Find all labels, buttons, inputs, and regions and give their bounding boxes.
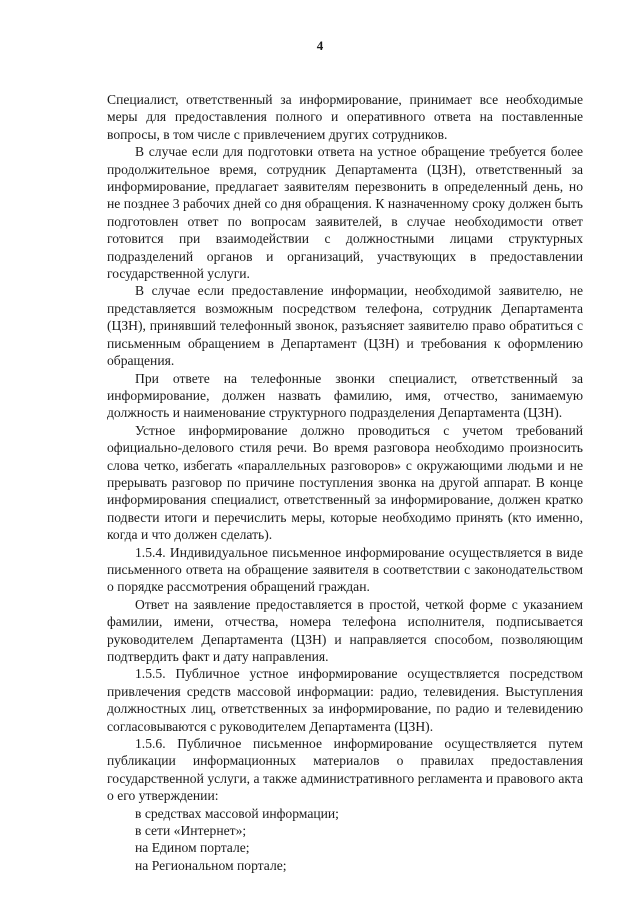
list-item: на Региональном портале; bbox=[135, 857, 287, 873]
list-item: в сети «Интернет»; bbox=[135, 823, 247, 839]
page-number: 4 bbox=[316, 38, 324, 53]
paragraph: В случае если для подготовки ответа на устное обращение требуется более продолжительное время, сотрудник Департамента (ЦЗН), ответственный за информирование, предлагает заявителям перезвонить в определенный день, но не позднее 3 рабочих дней со дня обращения. К назначенному сроку должен быть подготовлен ответ по вопросам заявителей, в случае необходимости ответ готовится при взаимодействии с должностными лицами структурных подразделений органов и организаций, участвующих в предоставлении государственной услуги. bbox=[107, 144, 583, 282]
paragraph: 1.5.6. Публичное письменное информирование осуществляется путем публикации информационных материалов о правилах предоставления государственной услуги, а также административного регламента и правового акта о его утверждении: bbox=[107, 736, 583, 804]
paragraph: При ответе на телефонные звонки специалист, ответственный за информирование, должен назвать фамилию, имя, отчество, занимаемую должность и наименование структурного подразделения Департамента (ЦЗН). bbox=[107, 370, 583, 421]
list-item: на Едином портале; bbox=[135, 840, 250, 856]
list-item: в средствах массовой информации; bbox=[135, 805, 339, 821]
paragraph: В случае если предоставление информации, необходимой заявителю, не представляется возможным посредством телефона, сотрудник Департамента (ЦЗН), принявший телефонный звонок, разъясняет заявителю право обратиться с письменным обращением в Департамент (ЦЗН) и требования к оформлению обращения. bbox=[107, 283, 583, 369]
paragraph: Специалист, ответственный за информирование, принимает все необходимые меры для предоставления полного и оперативного ответа на поставленные вопросы, в том числе с привлечением других сотрудников. bbox=[107, 92, 583, 142]
paragraph: 1.5.4. Индивидуальное письменное информирование осуществляется в виде письменного ответа на обращение заявителя в соответствии с законодательством о порядке рассмотрения обращений граждан. bbox=[107, 544, 583, 595]
paragraph: Устное информирование должно проводиться с учетом требований официально-делового стиля речи. Во время разговора необходимо произносить слова четко, избегать «параллельных разговоров» с окружающими людьми и не прерывать разговор по причине поступления звонка на другой аппарат. В конце информирования специалист, ответственный за информирование, должен кратко подвести итоги и перечислить меры, которые необходимо принять (кто именно, когда и что должен сделать). bbox=[107, 422, 583, 543]
paragraph: Ответ на заявление предоставляется в простой, четкой форме с указанием фамилии, имени, отчества, номера телефона исполнителя, подписывается руководителем Департамента (ЦЗН) и направляется способом, позволяющим подтвердить факт и дату направления. bbox=[107, 596, 583, 664]
document-body bbox=[107, 91, 583, 874]
paragraph: 1.5.5. Публичное устное информирование осуществляется посредством привлечения средств массовой информации: радио, телевидения. Выступления должностных лиц, ответственных за информирование, по радио и телевидению согласовываются с руководителем Департамента (ЦЗН). bbox=[107, 666, 583, 734]
